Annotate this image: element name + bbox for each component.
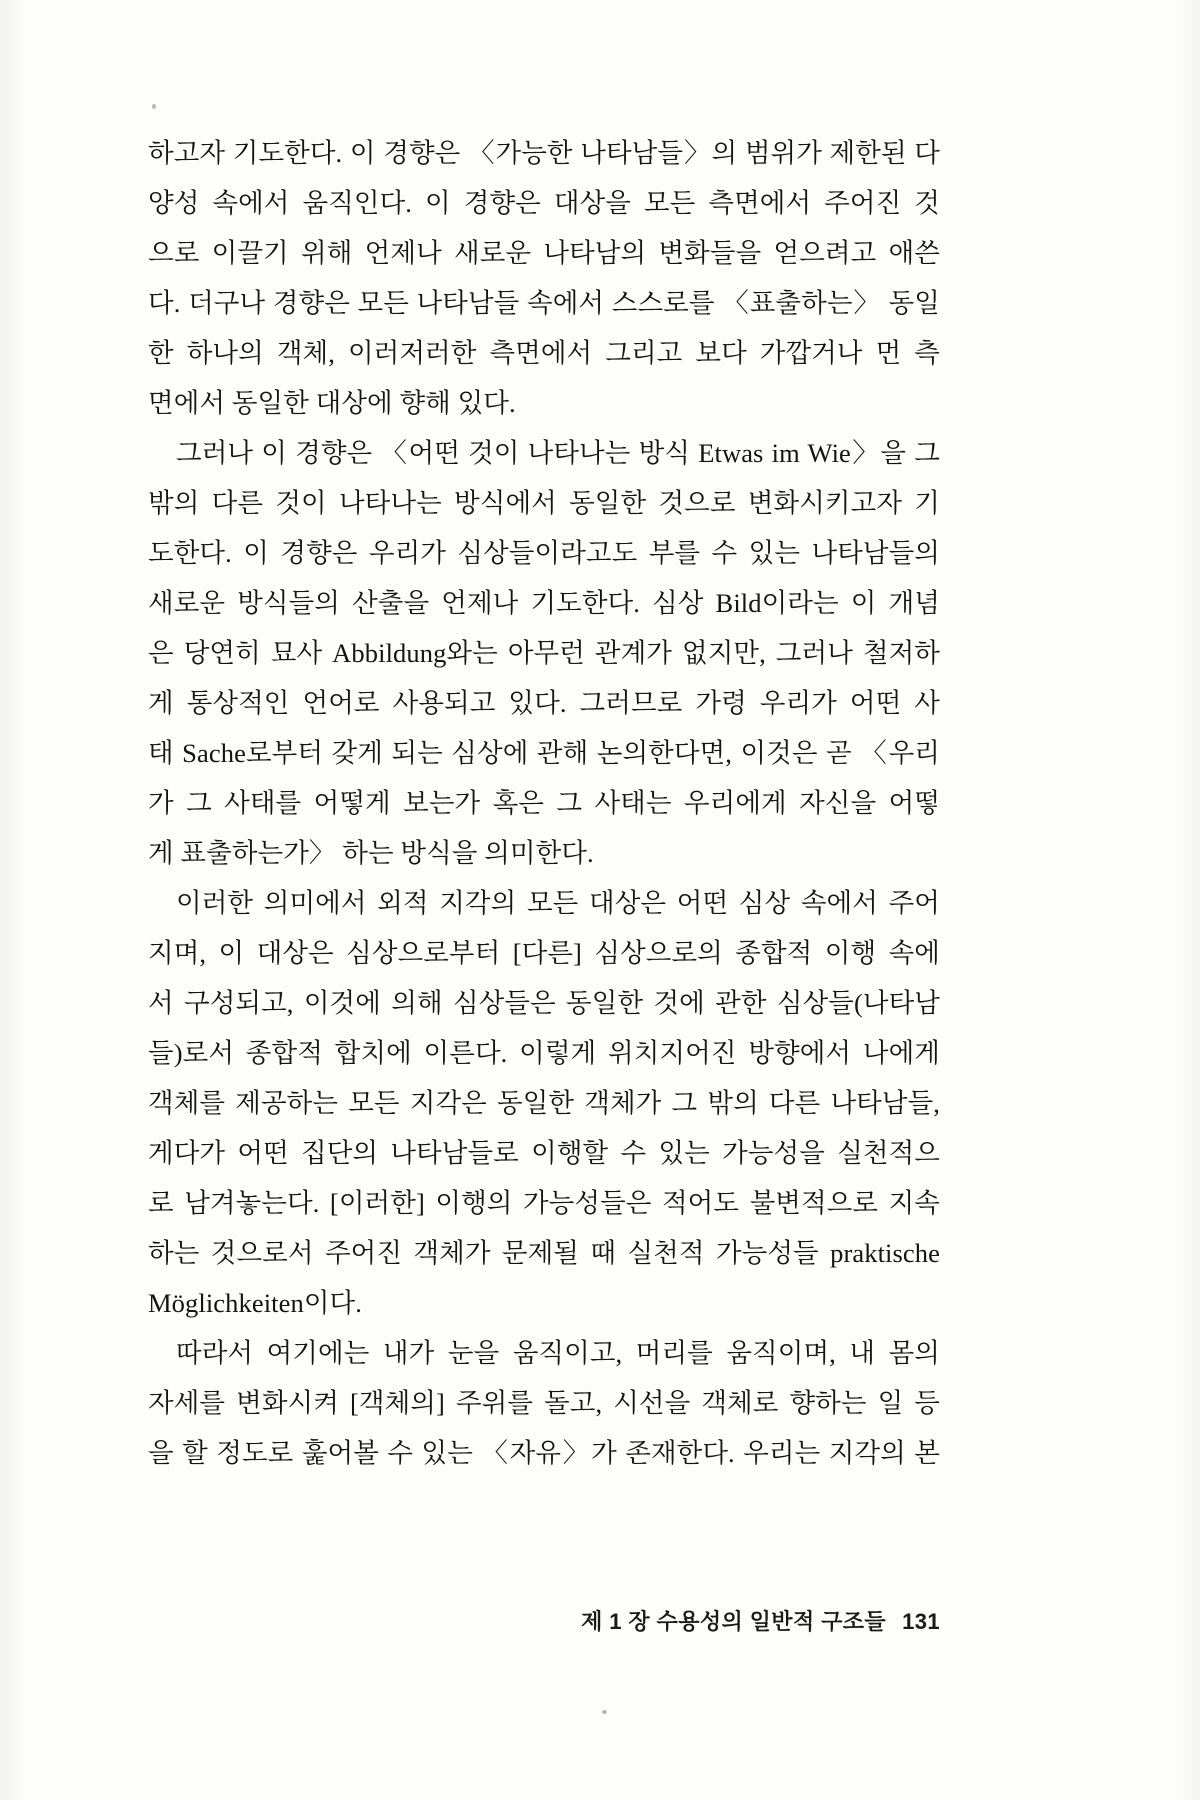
text-line: 들)로서 종합적 합치에 이른다. 이렇게 위치지어진 방향에서 나에게: [148, 1038, 940, 1068]
page-text-body: [148, 128, 940, 1478]
page-left-edge-shadow: [0, 0, 26, 1800]
text-line: 하고자 기도한다. 이 경향은 〈가능한 나타남들〉의 범위가 제한된 다: [148, 138, 940, 168]
page-number: 131: [902, 1609, 940, 1634]
text-line: 은 당연히 묘사 Abbildung와는 아무런 관계가 없지만, 그러나 철저하: [148, 638, 940, 668]
text-line: 게 통상적인 언어로 사용되고 있다. 그러므로 가령 우리가 어떤 사: [148, 688, 940, 718]
text-line: 그러나 이 경향은 〈어떤 것이 나타나는 방식 Etwas im Wie〉을 그: [176, 438, 940, 468]
text-line: 태 Sache로부터 갖게 되는 심상에 관해 논의한다면, 이것은 곧 〈우리: [148, 738, 940, 768]
text-line: 도한다. 이 경향은 우리가 심상들이라고도 부를 수 있는 나타남들의: [148, 538, 940, 568]
text-line: 지며, 이 대상은 심상으로부터 [다른] 심상으로의 종합적 이행 속에: [148, 938, 940, 968]
paragraph: [148, 428, 940, 878]
text-line: 양성 속에서 움직인다. 이 경향은 대상을 모든 측면에서 주어진 것: [148, 188, 940, 218]
footer-chapter-title: 제 1 장 수용성의 일반적 구조들: [581, 1609, 887, 1634]
paper-speck: [602, 1710, 607, 1714]
text-line: 을 할 정도로 훑어볼 수 있는 〈자유〉가 존재한다. 우리는 지각의 본: [148, 1438, 940, 1468]
text-line: 게다가 어떤 집단의 나타남들로 이행할 수 있는 가능성을 실천적으: [148, 1138, 940, 1168]
text-line: 로 남겨놓는다. [이러한] 이행의 가능성들은 적어도 불변적으로 지속: [148, 1188, 940, 1218]
text-line: 서 구성되고, 이것에 의해 심상들은 동일한 것에 관한 심상들(나타남: [148, 988, 940, 1018]
paragraph: [148, 1328, 940, 1478]
page-footer: [148, 1605, 940, 1636]
text-line: 새로운 방식들의 산출을 언제나 기도한다. 심상 Bild이라는 이 개념: [148, 588, 940, 618]
paper-speck: [152, 104, 156, 109]
text-line: 객체를 제공하는 모든 지각은 동일한 객체가 그 밖의 다른 나타남들,: [148, 1088, 940, 1118]
text-line: 따라서 여기에는 내가 눈을 움직이고, 머리를 움직이며, 내 몸의: [176, 1338, 940, 1368]
text-line: 이러한 의미에서 외적 지각의 모든 대상은 어떤 심상 속에서 주어: [176, 888, 940, 918]
text-line: 자세를 변화시켜 [객체의] 주위를 돌고, 시선을 객체로 향하는 일 등: [148, 1388, 940, 1418]
text-line: 하는 것으로서 주어진 객체가 문제될 때 실천적 가능성들 praktische: [148, 1238, 940, 1268]
paragraph: [148, 128, 940, 428]
page-right-edge-shadow: [1174, 0, 1200, 1800]
text-line: 다. 더구나 경향은 모든 나타남들 속에서 스스로를 〈표출하는〉 동일: [148, 288, 940, 318]
text-line: 면에서 동일한 대상에 향해 있다.: [148, 388, 516, 418]
text-line: 밖의 다른 것이 나타나는 방식에서 동일한 것으로 변화시키고자 기: [148, 488, 940, 518]
text-line: Möglichkeiten이다.: [148, 1288, 362, 1318]
text-line: 으로 이끌기 위해 언제나 새로운 나타남의 변화들을 얻으려고 애쓴: [148, 238, 940, 268]
text-line: 게 표출하는가〉 하는 방식을 의미한다.: [148, 838, 594, 868]
text-line: 가 그 사태를 어떻게 보는가 혹은 그 사태는 우리에게 자신을 어떻: [148, 788, 940, 818]
paragraph: [148, 878, 940, 1328]
text-line: 한 하나의 객체, 이러저러한 측면에서 그리고 보다 가깝거나 먼 측: [148, 338, 940, 368]
